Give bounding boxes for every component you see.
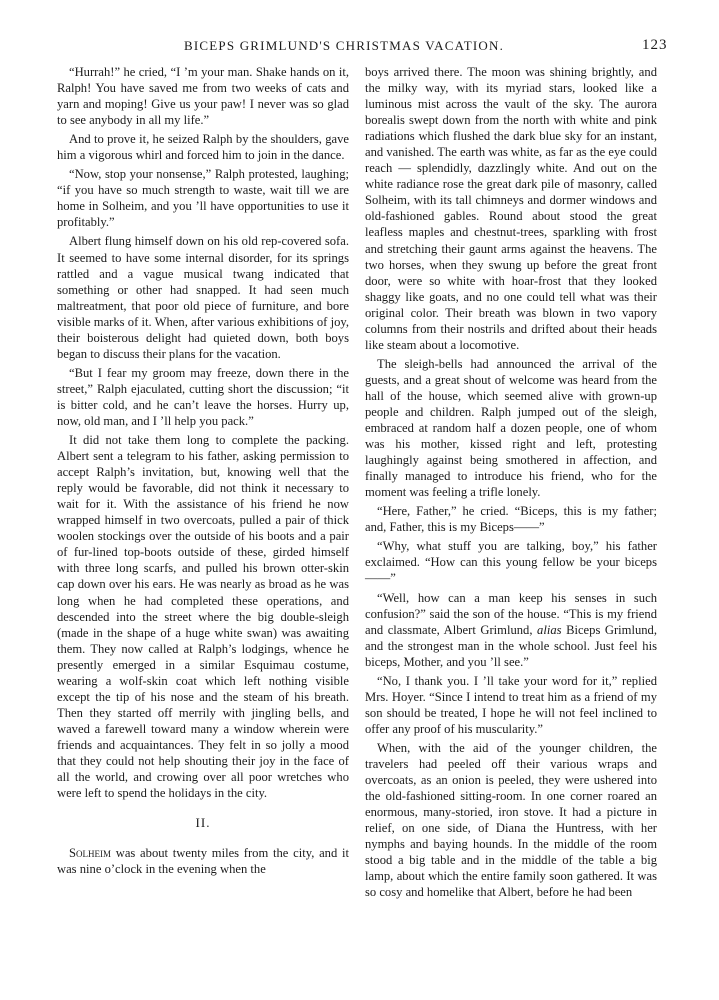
section-heading: II. — [195, 815, 211, 831]
paragraph: “Hurrah!” he cried, “I ’m your man. Shake hands on it, Ralph! You have saved me from two weeks of cats and yarn and moping! Give us your paw! I never was so glad to see anybody in all my life.” — [57, 65, 349, 128]
section-first-word: Solheim — [69, 846, 111, 861]
continued-paragraph: boys arrived there. The moon was shining brightly, and the milky way, with its myriad stars, looked like a luminous mist across the vault of the sky. The aurora borealis swept down from the north with white and pink radiations which flushed the dark blue sky for an instant, and vanished. The earth was white, as far as the eye could reach — splendidly, dazzlingly white. And out on the white radiance rose the great dark pile of masonry, called Solheim, with its tall chimneys and dormer windows and old-fashioned gables. Round about stood the great leafless maples and chestnut-trees, sparkling with frost and stretching their gaunt arms against the heavens. The two horses, when they swung up before the great front door, were so white with hoar-frost that they looked shaggy like goats, and no one could tell what was their original color. Their breath was blown in two vapory columns from their nostrils and drifted about their heads like steam about a locomotive. — [365, 65, 657, 352]
paragraph: “Why, what stuff you are talking, boy,” his father exclaimed. “How can this young fellow be your biceps——” — [365, 539, 657, 586]
section-opening-paragraph — [57, 845, 349, 877]
alias-word: alias — [537, 622, 562, 637]
paragraph: The sleigh-bells had announced the arrival of the guests, and a great shout of welcome was heard from the hall of the house, which seemed alive with grown-up people and children. Ralph jumped out of the sleigh, embraced at random half a dozen people, one of whom was his mother, kissed right and left, protesting laughingly against being smothered in affection, and finally managed to introduce his friend, who for the moment was feeling a trifle lonely. — [365, 356, 657, 500]
paragraph: Albert flung himself down on his old rep-covered sofa. It seemed to have some internal disorder, for its springs rattled and a vague musical twang indicated that something or other had snapped. It had seen much maltreatment, that poor old piece of furniture, and bore visible marks of it. When, after various exhibitions of joy, their boisterous delight had quieted down, both boys began to discuss their plans for the vacation. — [57, 234, 349, 361]
left-column — [57, 64, 349, 880]
section-opening-text: was about twenty miles from the city, and it was nine o’clock in the evening when the — [57, 846, 349, 877]
paragraph: When, with the aid of the younger children, the travelers had peeled off their various wraps and overcoats, as an onion is peeled, they were ushered into the old-fashioned sitting-room. In one corner roared an enormous, many-storied, iron stove. It had a picture in relief, on one side, of Diana the Huntress, with her nymphs and baying hounds. In the middle of the room stood a big table and in the middle of the table a big lamp, about which the entire family soon gathered. It was so cosy and homelike that Albert, before he had been — [365, 740, 657, 900]
paragraph-text: Biceps Grimlund, and the strongest man in the whole school. Just feel his biceps, Mother, and you ’ll see.” — [365, 622, 657, 669]
paragraph: “Now, stop your nonsense,” Ralph protested, laughing; “if you have so much strength to waste, wait till we are home in Solheim, and you ’ll have opportunities to use it profitably.” — [57, 167, 349, 230]
page-number: 123 — [642, 37, 668, 53]
paragraph: “No, I thank you. I ’ll take your word for it,” replied Mrs. Hoyer. “Since I intend to treat him as a friend of my son should be treated, I hope he will not feel inclined to offer any proof of his muscularity.” — [365, 673, 657, 736]
paragraph: It did not take them long to complete the packing. Albert sent a telegram to his father, asking permission to accept Ralph’s invitation, but, knowing well that the reply would be favorable, did not think it necessary to wait for it. With the assistance of his friend he now wrapped himself in two overcoats, pulled a pair of thick woolen stockings over the outside of his boots and a pair of fur-lined top-boots outside of these, girded himself with three long scarfs, and pulled his brown otter-skin cap down over his ears. He was nearly as broad as he was long when he had completed these operations, and descended into the street where the big double-sleigh (made in the shape of a huge white swan) was awaiting them. They now called at Ralph’s lodgings, whence he presently emerged in a similar Esquimau costume, wearing a wolf-skin coat which left nothing visible except the tip of his nose and the steam of his breath. Then they started off merrily with jingling bells, and waved a farewell toward many a window wherein were friends and acquaintances. They felt in so jolly a mood that they could not help shouting their joy in the face of all the world, and crowing over all poor wretches who were left to spend the holidays in the city. — [57, 433, 349, 801]
running-head — [0, 38, 719, 58]
right-column — [365, 64, 657, 903]
paragraph: “But I fear my groom may freeze, down there in the street,” Ralph ejaculated, cutting short the discussion; “it is bitter cold, and he can’t leave the horses. Hurry up, now, old man, and I ’ll help you pack.” — [57, 365, 349, 428]
paragraph — [365, 590, 657, 670]
paragraph-text: “Well, how can a man keep his senses in such confusion?” said the son of the house. “This is my friend and classmate, Albert Grimlund, — [365, 590, 657, 637]
paragraph: “Here, Father,” he cried. “Biceps, this is my father; and, Father, this is my Biceps——” — [365, 504, 657, 535]
running-title: BICEPS GRIMLUND'S CHRISTMAS VACATION. — [184, 38, 505, 53]
paragraph: And to prove it, he seized Ralph by the shoulders, gave him a vigorous whirl and forced him to join in the dance. — [57, 132, 349, 163]
